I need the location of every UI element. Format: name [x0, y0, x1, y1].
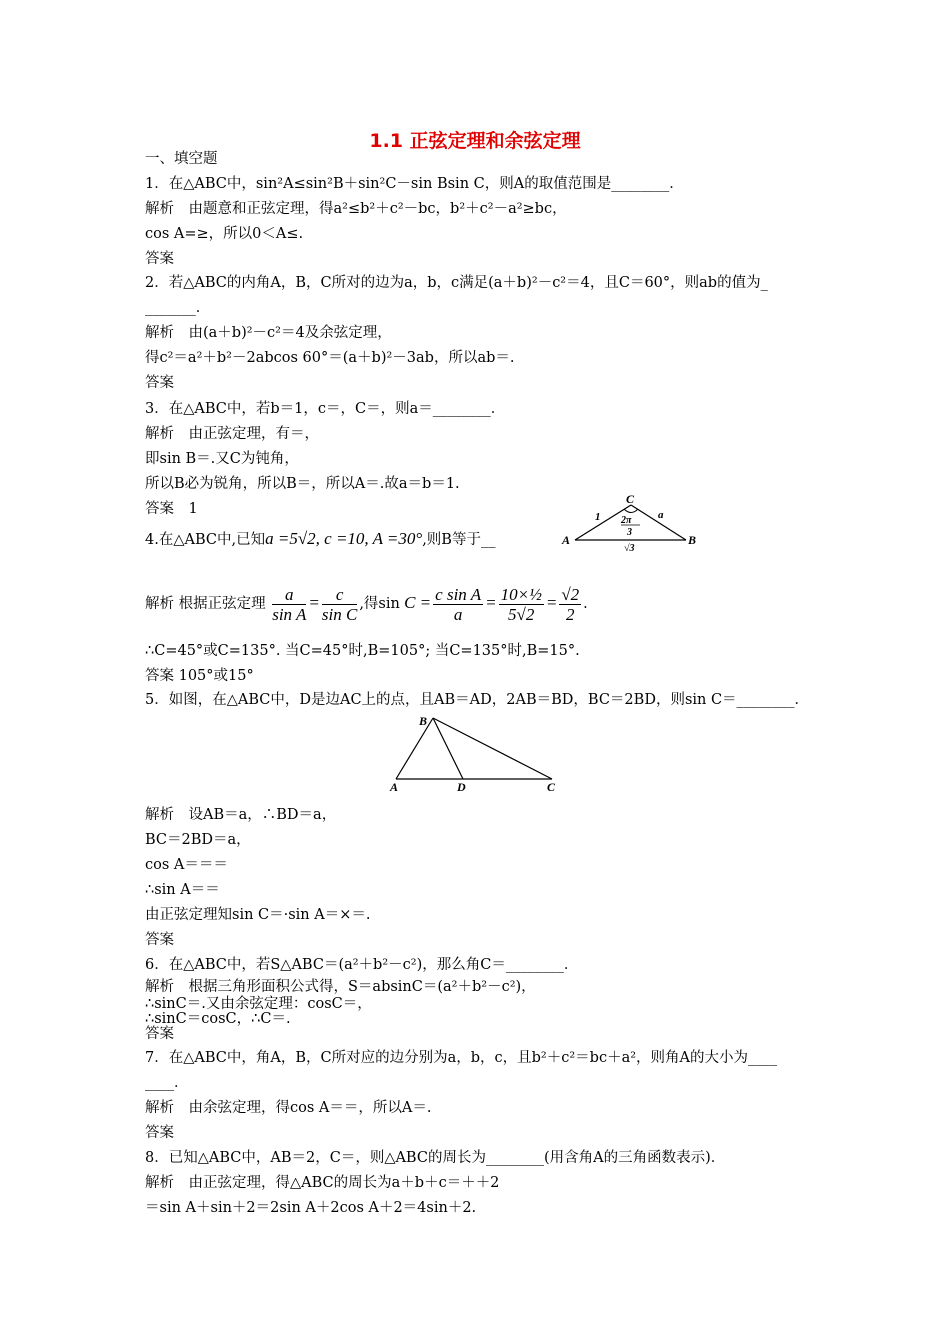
fraction-c-over-sinC: $\frac{c}{\text{sin C}}$	[321, 584, 358, 624]
q2-analysis: 解析 由(a＋b)²－c²＝4及余弦定理，	[145, 325, 392, 341]
q8-line: 8．已知△ABC中，AB＝2，C＝，则△ABC的周长为________(用含角A的三角函数表示)．	[145, 1150, 726, 1166]
fig4-side-a: a	[658, 509, 664, 521]
q5-analysis-3: cos A＝＝＝	[145, 857, 228, 873]
q8-analysis: 解析 由正弦定理，得△ABC的周长为a＋b＋c＝＋＋2	[145, 1175, 500, 1191]
fig4-angle-den: 3	[627, 527, 632, 538]
fig4-side-1: 1	[595, 511, 601, 523]
q2-line-cont: _______．	[145, 300, 211, 316]
fig4-base: √3	[624, 543, 635, 552]
fig4-angle: 2π	[621, 515, 632, 526]
q1-analysis-cont: cos A=≥，所以0＜A≤.	[145, 226, 304, 242]
q3-line: 3．在△ABC中，若b＝1，c＝，C＝，则a＝________．	[145, 401, 506, 417]
q1-answer: 答案	[145, 251, 174, 267]
q4-answer: 答案 105°或15°	[145, 668, 254, 684]
triangle-figure-q5	[385, 712, 565, 794]
q8-analysis-2: ＝sin A＋sin＋2＝2sin A＋2cos A＋2＝4sin＋2.	[145, 1200, 477, 1216]
q5-analysis-5: 由正弦定理知sin C＝·sin A＝×＝.	[145, 907, 371, 923]
q1-line: 1．在△ABC中，sin²A≤sin²B＋sin²C－sin Bsin C，则A的取值范围是________．	[145, 176, 684, 192]
q6-answer: 答案	[145, 1026, 174, 1042]
q4-given: a =5√2, c =10, A =30°	[265, 529, 423, 548]
q6-analysis-2: ∴sinC＝.又由余弦定理：cosC＝，	[145, 996, 372, 1012]
q4-analysis-mid: ,得sin	[359, 596, 400, 612]
q4-analysis-prefix: 解析 根据正弦定理	[145, 596, 266, 612]
q3-analysis-2: 即sin B＝.又C为钝角，	[145, 451, 299, 467]
fig5-label-a: A	[390, 780, 399, 794]
q5-analysis-2: BC＝2BD＝a，	[145, 832, 251, 848]
q7-answer: 答案	[145, 1125, 174, 1141]
q2-line: 2．若△ABC的内角A，B，C所对的边为a，b，c满足(a＋b)²－c²＝4，且C＝60°，则ab的值为_	[145, 275, 768, 291]
fig5-label-c: C	[547, 780, 556, 794]
q4-prefix: 4.在△ABC中,已知	[145, 532, 266, 548]
triangle-figure-q4	[558, 490, 703, 552]
q6-line: 6．在△ABC中，若S△ABC＝(a²＋b²－c²)，那么角C＝________．	[145, 957, 579, 973]
fig5-label-b: B	[419, 714, 428, 728]
q2-analysis-cont: 得c²＝a²＋b²－2abcos 60°＝(a＋b)²－3ab，所以ab＝.	[145, 350, 515, 366]
q3-analysis-3: 所以B必为锐角，所以B＝，所以A＝.故a＝b＝1.	[145, 476, 460, 492]
q4-analysis: 解析 根据正弦定理 $\frac{a}{\text{sin A}}$ = $\frac{c}{\text{sin C}}$ ,得sin C = $\frac{\text{c sin A}}{a}$ = $\frac{\text{10×½}}{5√2}$ = $\frac{√2}{2}$ .	[145, 584, 588, 624]
q2-answer: 答案	[145, 375, 174, 391]
fraction-numeric: $\frac{\text{10×½}}{5√2}$	[500, 584, 542, 624]
q5-analysis-4: ∴sin A＝＝	[145, 882, 220, 898]
q7-line-cont: ____．	[145, 1075, 189, 1091]
q7-line: 7．在△ABC中，角A，B，C所对应的边分别为a，b，c，且b²＋c²＝bc＋a²，则角A的大小为____	[145, 1050, 777, 1066]
q4-suffix: ,则B等于__	[422, 532, 496, 548]
q6-analysis: 解析 根据三角形面积公式得，S＝absinC＝(a²＋b²－c²)，	[145, 979, 536, 995]
q7-analysis: 解析 由余弦定理，得cos A＝＝，所以A＝.	[145, 1100, 432, 1116]
page-title: 1.1 正弦定理和余弦定理	[369, 130, 581, 152]
fig4-label-a: A	[562, 533, 571, 547]
fig4-label-c: C	[626, 492, 635, 506]
q6-analysis-3: ∴sinC＝cosC，∴C＝.	[145, 1011, 291, 1027]
fig5-label-d: D	[457, 780, 466, 794]
fraction-csinA-over-a: $\frac{\text{c sin A}}{a}$	[435, 584, 482, 624]
fraction-a-over-sinA: $\frac{a}{\text{sin A}}$	[272, 584, 307, 624]
q5-analysis: 解析 设AB＝a，∴BD＝a，	[145, 807, 337, 823]
q1-analysis: 解析 由题意和正弦定理，得a²≤b²＋c²－bc，b²＋c²－a²≥bc，	[145, 201, 567, 217]
q3-answer: 答案 1	[145, 501, 198, 517]
q3-analysis: 解析 由正弦定理，有＝，	[145, 426, 319, 442]
fig4-label-b: B	[688, 533, 697, 547]
fraction-result: $\frac{√2}{2}$	[561, 584, 580, 624]
section-heading: 一、填空题	[145, 151, 218, 167]
q4-conclusion: ∴C=45°或C=135°. 当C=45°时,B=105°; 当C=135°时,B=15°.	[145, 643, 580, 659]
q5-answer: 答案	[145, 932, 174, 948]
q5-line: 5．如图，在△ABC中，D是边AC上的点，且AB＝AD，2AB＝BD，BC＝2BD，则sin C＝________．	[145, 692, 810, 708]
q4-line	[145, 530, 495, 549]
